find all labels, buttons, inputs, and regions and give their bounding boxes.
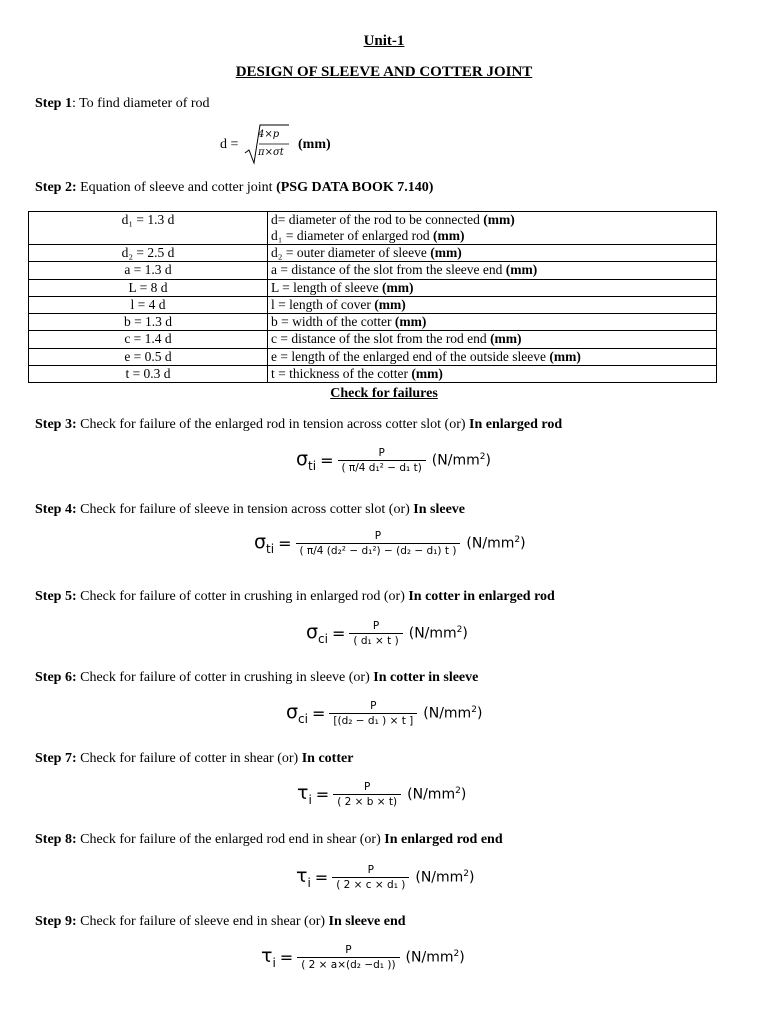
denominator: ( 2 × a×(d₂ −d₁ )) [297, 957, 399, 971]
document-title: DESIGN OF SLEEVE AND COTTER JOINT [235, 64, 533, 80]
description-text: c = distance of the slot from the rod end [271, 331, 491, 347]
denominator: ( π/4 (d₂² − d₁²) − (d₂ − d₁) t ) [296, 543, 461, 557]
unit-label [406, 949, 465, 966]
stress-symbol [297, 782, 312, 807]
step-label: Step 2: [35, 180, 77, 195]
equation [296, 447, 491, 474]
table-row [29, 296, 717, 313]
formula-cell: d₁ = 1.3 d [29, 212, 268, 245]
symbol-char: σ [306, 621, 319, 644]
step-2 [35, 180, 433, 196]
unit-label [466, 535, 525, 552]
unit-text: (mm) [374, 296, 406, 312]
denominator: ( π/4 d₁² − d₁ t) [338, 460, 426, 474]
formula-cell: e = 0.5 d [29, 348, 268, 365]
unit-text: (N/mm [423, 705, 472, 722]
unit-exponent: 2 [453, 949, 460, 960]
step-label: Step 1 [35, 96, 72, 111]
step-8 [35, 832, 503, 848]
unit-close: ) [476, 705, 483, 722]
equals-sign: = [279, 948, 294, 967]
step-3 [35, 417, 562, 433]
equals-sign: = [311, 704, 326, 723]
unit-exponent: 2 [463, 869, 470, 880]
description-cell [268, 279, 717, 296]
description-text: d= diameter of the rod to be connected [271, 212, 484, 227]
step-6 [35, 670, 478, 686]
step-9 [35, 914, 406, 930]
step-subject: In sleeve [413, 502, 466, 517]
equals-sign: = [315, 785, 330, 804]
table-row [29, 262, 717, 279]
unit-text: (mm) [483, 212, 515, 227]
symbol-char: σ [286, 701, 299, 724]
unit-close: ) [520, 535, 526, 552]
equation [306, 620, 468, 647]
step-subject: In enlarged rod [469, 417, 563, 432]
step-text: Check for failure of sleeve end in shear (or) [76, 914, 329, 929]
step-subject: In cotter in enlarged rod [408, 589, 555, 604]
numerator: P [367, 864, 374, 876]
numerator: P [370, 700, 377, 712]
unit-exponent: 2 [456, 625, 463, 636]
unit-text: (mm) [430, 245, 462, 260]
formula-cell: b = 1.3 d [29, 314, 268, 331]
symbol-subscript: ci [318, 631, 328, 646]
formula-lhs: d = [220, 137, 239, 152]
unit-label [415, 869, 474, 886]
equation [261, 944, 465, 971]
equation [297, 781, 466, 808]
description-cell [268, 245, 717, 262]
equals-sign: = [320, 451, 334, 470]
fraction [329, 700, 417, 727]
table-row [29, 366, 717, 383]
equals-sign: = [314, 868, 329, 887]
numerator: P [378, 447, 385, 459]
description-text: e = length of the enlarged end of the outside sleeve [271, 348, 550, 364]
step-5 [35, 589, 555, 605]
step-text: Check for failure of cotter in crushing in sleeve (or) [76, 670, 374, 685]
stress-symbol [296, 865, 311, 890]
step-subject: In sleeve end [328, 914, 406, 929]
step-label: Step 4: [35, 502, 77, 517]
symbol-char: σ [296, 448, 309, 471]
proportions-table [28, 211, 717, 383]
step-label: Step 3: [35, 417, 77, 432]
fraction [333, 781, 401, 808]
symbol-char: τ [296, 865, 308, 888]
table-row [29, 245, 717, 262]
unit-text: (mm) [505, 262, 538, 278]
symbol-subscript: i [272, 955, 276, 970]
description-text: t = thickness of the cotter [271, 366, 412, 382]
formula-cell: L = 8 d [29, 279, 268, 296]
unit-label [407, 786, 466, 803]
equation [286, 700, 482, 727]
unit-text: (mm) [394, 314, 427, 330]
unit-text: (mm) [549, 348, 581, 364]
symbol-subscript: ti [308, 458, 317, 473]
denominator: [(d₂ − d₁ ) × t ] [329, 713, 417, 727]
fraction [297, 944, 399, 971]
unit-exponent: 2 [471, 705, 477, 716]
formula-numerator: 4×p [258, 129, 280, 140]
unit-text: (N/mm [415, 869, 464, 886]
step-text: : To find diameter of rod [71, 96, 210, 111]
numerator: P [372, 620, 380, 632]
formula-cell: d₂ = 2.5 d [29, 245, 268, 262]
numerator: P [374, 530, 382, 542]
description-cell [268, 348, 717, 365]
description-cell [268, 212, 717, 245]
unit-text: (mm) [490, 331, 522, 347]
unit-text: (N/mm [408, 625, 457, 642]
unit-text: (mm) [433, 228, 465, 243]
step-label: Step 7: [35, 751, 77, 766]
stress-symbol [286, 701, 308, 726]
unit-exponent: 2 [479, 452, 486, 463]
numerator: P [364, 781, 371, 793]
check-heading: Check for failures [330, 386, 438, 401]
step-label: Step 8: [35, 832, 77, 847]
unit-exponent: 2 [514, 535, 521, 546]
step-text: Check for failure of the enlarged rod in tension across cotter slot (or) [76, 417, 470, 432]
step-label: Step 9: [35, 914, 77, 929]
symbol-subscript: i [308, 792, 312, 807]
unit-close: ) [469, 869, 475, 886]
unit-close: ) [485, 452, 491, 469]
unit-label [432, 452, 491, 469]
unit-exponent: 2 [455, 786, 461, 797]
step-subject: In cotter in sleeve [373, 670, 479, 685]
denominator: ( d₁ × t ) [349, 633, 402, 647]
table-row [29, 331, 717, 348]
denominator: ( 2 × c × d₁ ) [332, 877, 409, 891]
equals-sign: = [278, 534, 292, 553]
unit-close: ) [459, 949, 465, 966]
symbol-char: τ [261, 945, 273, 968]
description-cell [268, 314, 717, 331]
description-text: b = width of the cotter [271, 314, 395, 330]
unit-text: (mm) [411, 366, 443, 382]
unit-label [409, 625, 468, 642]
unit-close: ) [460, 786, 467, 803]
stress-symbol [261, 945, 276, 970]
step-label: Step 6: [35, 670, 77, 685]
fraction [338, 447, 426, 474]
symbol-char: τ [297, 782, 309, 805]
description-text: a = distance of the slot from the sleeve end [271, 262, 506, 278]
step-4 [35, 502, 465, 518]
table-row [29, 212, 717, 245]
fraction [349, 620, 402, 647]
unit-text: (N/mm [431, 452, 480, 469]
unit-text: (mm) [381, 279, 414, 295]
description-text: d₂ = outer diameter of sleeve [271, 245, 431, 260]
fraction [296, 530, 461, 557]
stress-symbol [306, 621, 328, 646]
unit-text: (N/mm [466, 535, 515, 552]
symbol-subscript: i [307, 875, 311, 890]
step-1 [35, 96, 210, 112]
formula-unit: (mm) [298, 137, 331, 152]
formula-cell: t = 0.3 d [29, 366, 268, 383]
step-subject: In cotter [301, 751, 354, 766]
step-text: Check for failure of cotter in shear (or) [76, 751, 302, 766]
formula-cell: l = 4 d [29, 296, 268, 313]
description-text: l = length of cover [271, 296, 375, 312]
step-text: Check for failure of cotter in crushing in enlarged rod (or) [76, 589, 409, 604]
unit-label [423, 705, 482, 722]
equals-sign: = [331, 624, 346, 643]
step-text: Equation of sleeve and cotter joint [76, 180, 277, 195]
denominator: ( 2 × b × t) [333, 794, 401, 808]
stress-symbol [296, 448, 316, 473]
description-cell [268, 331, 717, 348]
unit-heading: Unit-1 [363, 33, 405, 49]
step-7 [35, 751, 353, 767]
formula-cell: a = 1.3 d [29, 262, 268, 279]
description-cell [268, 296, 717, 313]
table-row [29, 279, 717, 296]
symbol-subscript: ti [266, 541, 275, 556]
table-row [29, 348, 717, 365]
step-text: Check for failure of the enlarged rod end in shear (or) [76, 832, 385, 847]
numerator: P [345, 944, 352, 956]
data-book-reference: (PSG DATA BOOK 7.140) [276, 180, 434, 195]
equation [254, 530, 526, 557]
stress-symbol [254, 531, 274, 556]
unit-text: (N/mm [407, 786, 456, 803]
description-text: d₁ = diameter of enlarged rod [271, 228, 434, 243]
description-cell [268, 366, 717, 383]
description-cell [268, 262, 717, 279]
step-subject: In enlarged rod end [384, 832, 503, 847]
description-text: L = length of sleeve [271, 279, 382, 295]
equation [296, 864, 475, 891]
step-label: Step 5: [35, 589, 77, 604]
fraction [332, 864, 409, 891]
symbol-char: σ [254, 531, 267, 554]
symbol-subscript: ci [298, 711, 308, 726]
formula-cell: c = 1.4 d [29, 331, 268, 348]
formula-denominator: π×σt [258, 147, 284, 158]
unit-text: (N/mm [405, 949, 454, 966]
table-row [29, 314, 717, 331]
step-text: Check for failure of sleeve in tension across cotter slot (or) [76, 502, 414, 517]
unit-close: ) [462, 625, 468, 642]
